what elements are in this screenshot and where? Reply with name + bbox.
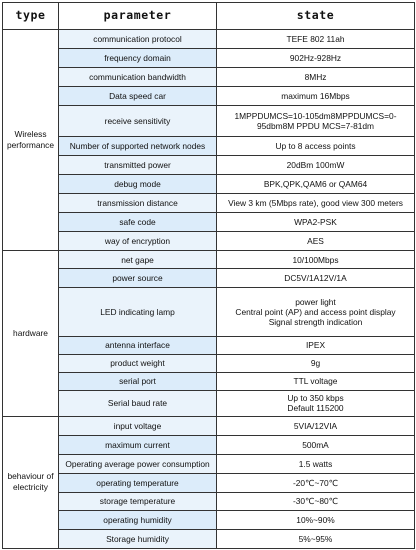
state-line: 500mA	[302, 439, 329, 450]
table-row	[3, 106, 415, 137]
state-cell	[217, 269, 415, 288]
state-cell	[217, 336, 415, 354]
table-row	[3, 175, 415, 194]
state-line: power light	[295, 296, 336, 307]
table-row	[3, 473, 415, 492]
table-row	[3, 454, 415, 473]
state-cell	[217, 529, 415, 548]
parameter-cell: Operating average power consumption	[59, 454, 217, 473]
parameter-cell: way of encryption	[59, 232, 217, 251]
parameter-cell: operating humidity	[59, 510, 217, 529]
table-row	[3, 213, 415, 232]
table-row	[3, 510, 415, 529]
state-line: Up to 8 access points	[275, 141, 356, 152]
state-line: Central point (AP) and access point display	[235, 306, 396, 317]
parameter-cell: debug mode	[59, 175, 217, 194]
parameter-cell: frequency domain	[59, 49, 217, 68]
state-cell	[217, 49, 415, 68]
table-row	[3, 372, 415, 390]
state-line: TTL voltage	[293, 376, 338, 387]
table-row	[3, 156, 415, 175]
state-line: 20dBm 100mW	[286, 160, 345, 171]
state-line: 8MHz	[304, 72, 327, 83]
state-line: 9g	[310, 358, 321, 368]
state-line: -30℃~80℃	[292, 496, 339, 507]
table-row	[3, 492, 415, 510]
parameter-cell: antenna interface	[59, 336, 217, 354]
table-row	[3, 251, 415, 269]
table-row	[3, 87, 415, 106]
parameter-cell: communication protocol	[59, 30, 217, 49]
header-row	[3, 3, 415, 30]
state-line: IPEX	[305, 339, 326, 350]
parameter-cell: product weight	[59, 354, 217, 372]
state-cell	[217, 473, 415, 492]
parameter-cell: Serial baud rate	[59, 390, 217, 416]
state-cell	[217, 390, 415, 416]
state-cell	[217, 492, 415, 510]
parameter-cell: LED indicating lamp	[59, 288, 217, 336]
header-state: state	[217, 3, 415, 30]
state-cell	[217, 454, 415, 473]
spec-body	[3, 30, 415, 549]
state-line: 10%~90%	[296, 514, 335, 525]
header-type: type	[3, 3, 59, 30]
state-cell	[217, 68, 415, 87]
parameter-cell: input voltage	[59, 416, 217, 435]
state-cell	[217, 510, 415, 529]
state-cell	[217, 416, 415, 435]
state-line: TEFE 802 11ah	[286, 33, 345, 44]
parameter-cell: Data speed car	[59, 87, 217, 106]
parameter-cell: receive sensitivity	[59, 106, 217, 137]
table-row	[3, 137, 415, 156]
parameter-cell: Storage humidity	[59, 529, 217, 548]
state-cell	[217, 106, 415, 137]
state-cell	[217, 251, 415, 269]
state-line: AES	[307, 236, 324, 247]
group-label: hardware	[3, 251, 59, 416]
parameter-cell: Number of supported network nodes	[59, 137, 217, 156]
state-line: 1MPPDUMCS=10-105dm8MPPDUMCS=0-	[234, 111, 397, 122]
state-cell	[217, 288, 415, 336]
table-row	[3, 30, 415, 49]
table-row	[3, 288, 415, 336]
table-row	[3, 269, 415, 288]
state-line: BPK,QPK,QAM6 or QAM64	[263, 179, 368, 190]
table-row	[3, 194, 415, 213]
state-line: maximum 16Mbps	[281, 91, 350, 102]
state-line: 10/100Mbps	[292, 254, 339, 265]
state-line: 5VIA/12VIA	[293, 420, 338, 431]
parameter-cell: net gape	[59, 251, 217, 269]
state-cell	[217, 194, 415, 213]
parameter-cell: communication bandwidth	[59, 68, 217, 87]
state-cell	[217, 372, 415, 390]
state-line: View 3 km (5Mbps rate), good view 300 meters	[228, 198, 403, 209]
state-line: DC5V/1A12V/1A	[284, 273, 347, 284]
state-cell	[217, 232, 415, 251]
parameter-cell: transmitted power	[59, 156, 217, 175]
state-cell	[217, 175, 415, 194]
parameter-cell: serial port	[59, 372, 217, 390]
state-cell	[217, 137, 415, 156]
parameter-cell: safe code	[59, 213, 217, 232]
state-line: -20℃~70℃	[292, 477, 339, 488]
table-row	[3, 232, 415, 251]
state-cell	[217, 87, 415, 106]
parameter-cell: maximum current	[59, 435, 217, 454]
group-label: behaviour of electricity	[3, 416, 59, 548]
state-line: 95dbm8M PPDU MCS=7-81dm	[256, 121, 375, 132]
table-row	[3, 435, 415, 454]
header-parameter: parameter	[59, 3, 217, 30]
table-row	[3, 529, 415, 548]
state-line: 902Hz-928Hz	[289, 53, 342, 63]
state-cell	[217, 435, 415, 454]
parameter-cell: power source	[59, 269, 217, 288]
spec-table	[2, 2, 415, 549]
state-cell	[217, 30, 415, 49]
table-row	[3, 416, 415, 435]
table-row	[3, 390, 415, 416]
parameter-cell: transmission distance	[59, 194, 217, 213]
state-line: Default 115200	[287, 403, 344, 414]
state-cell	[217, 156, 415, 175]
state-line: 1.5 watts	[298, 458, 333, 469]
table-row	[3, 68, 415, 87]
state-line: Signal strength indication	[268, 317, 363, 327]
parameter-cell: operating temperature	[59, 473, 217, 492]
state-line: WPA2-PSK	[294, 217, 337, 228]
state-cell	[217, 354, 415, 372]
table-row	[3, 354, 415, 372]
state-line: Up to 350 kbps	[287, 393, 344, 404]
table-row	[3, 49, 415, 68]
group-label: Wireless performance	[3, 30, 59, 251]
parameter-cell: storage temperature	[59, 492, 217, 510]
state-cell	[217, 213, 415, 232]
table-row	[3, 336, 415, 354]
state-line: 5%~95%	[298, 533, 333, 544]
